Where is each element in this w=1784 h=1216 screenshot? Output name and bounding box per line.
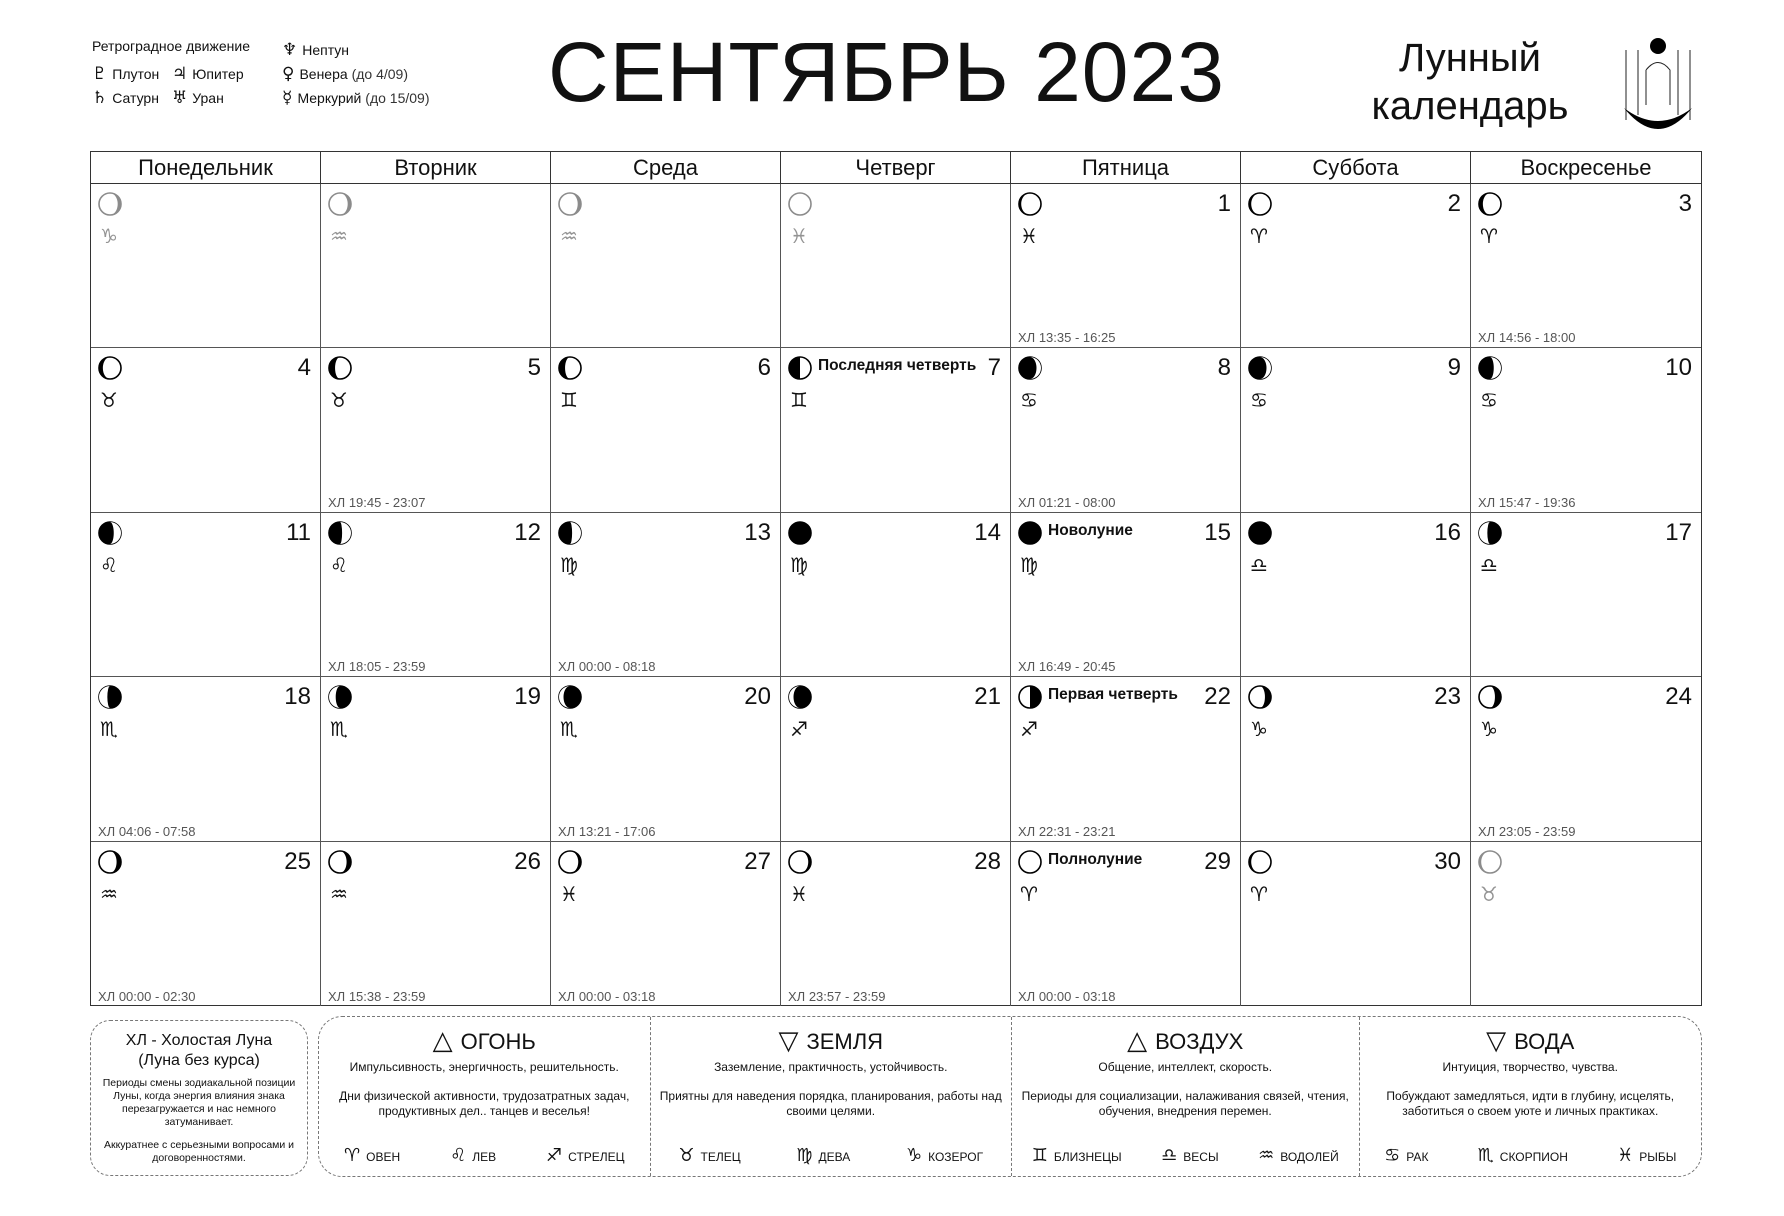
day-cell — [781, 677, 1011, 841]
moon-phase-icon — [787, 520, 813, 551]
zodiac-sign-icon: ♍ — [560, 552, 578, 577]
zodiac-sign-icon: ♓ — [790, 224, 808, 248]
legend-item — [282, 40, 349, 60]
day-number: 5 — [527, 354, 541, 382]
moon-phase-icon — [1477, 684, 1503, 715]
day-number: 20 — [744, 683, 771, 711]
element-advice: Дни физической активности, трудозатратных задач, продуктивных дел.. танцев и веселья! — [339, 1089, 630, 1118]
zodiac-sign-icon: ♎ — [1480, 552, 1498, 577]
zodiac-sign-icon: ♒ — [100, 881, 118, 906]
moon-phase-icon — [327, 355, 353, 386]
calendar-grid — [90, 151, 1702, 1006]
planet-name: Сатурн — [112, 90, 159, 106]
moon-phase-icon — [97, 520, 123, 551]
day-number: 2 — [1447, 190, 1461, 217]
planet-name: Нептун — [302, 42, 350, 58]
void-course-text: Периоды смены зодиакальной позиции Луны, когда энергия влияния знака перезагружается и нас немного затуманивает. — [102, 1077, 296, 1128]
element-sign — [1384, 1145, 1428, 1166]
day-cell — [1471, 184, 1701, 348]
element-description: Интуиция, творчество, чувства. — [1442, 1060, 1618, 1074]
day-number: 16 — [1434, 518, 1461, 546]
planet-name: Юпитер — [192, 66, 244, 82]
element-heading — [319, 1027, 650, 1056]
weekday-label: Четверг — [781, 152, 1011, 184]
legend-item — [282, 88, 429, 108]
zodiac-sign-icon: ♈ — [1250, 881, 1268, 906]
moon-phase-icon — [1247, 684, 1273, 715]
legend-item — [92, 88, 159, 108]
weekday-label: Пятница — [1011, 152, 1241, 184]
planet-glyph-icon: ♆ — [282, 40, 298, 60]
void-of-course-time: ХЛ 01:21 - 08:00 — [1018, 494, 1116, 510]
moon-logo-icon — [1618, 30, 1698, 140]
zodiac-sign-icon: ♒ — [330, 881, 348, 906]
element-sign — [450, 1145, 496, 1166]
legend-item — [92, 64, 159, 84]
zodiac-sign-name: КОЗЕРОГ — [928, 1150, 984, 1164]
day-number: 27 — [744, 847, 771, 875]
day-cell — [781, 184, 1011, 348]
moon-phase-icon — [1017, 191, 1043, 222]
element-signs — [1360, 1145, 1702, 1166]
day-cell — [1241, 184, 1471, 348]
retrograde-note: (до 15/09) — [365, 90, 430, 106]
day-number: 14 — [974, 518, 1001, 546]
zodiac-sign-icon: ♋ — [1384, 1145, 1401, 1166]
zodiac-sign-name: ЛЕВ — [472, 1150, 497, 1164]
zodiac-sign-icon: ♎ — [1161, 1145, 1178, 1166]
day-cell — [551, 513, 781, 677]
day-cell — [91, 184, 321, 348]
zodiac-sign-icon: ♓ — [1617, 1145, 1634, 1166]
element-sign — [546, 1145, 625, 1166]
subtitle-line-1: Лунный — [1399, 36, 1541, 80]
weekday-label: Воскресенье — [1520, 155, 1652, 180]
element-sign — [344, 1145, 400, 1166]
moon-phase-icon — [97, 355, 123, 386]
day-number: 30 — [1434, 847, 1461, 875]
day-number: 3 — [1678, 190, 1692, 217]
void-of-course-time: ХЛ 16:49 - 20:45 — [1018, 659, 1116, 675]
day-cell — [91, 348, 321, 512]
moon-phase-icon — [1247, 355, 1273, 386]
day-cell — [1471, 677, 1701, 841]
day-cell — [1011, 184, 1241, 348]
planet-name: Уран — [192, 90, 224, 106]
weekday-header-row — [91, 152, 1701, 184]
void-of-course-time: ХЛ 13:35 - 16:25 — [1018, 330, 1116, 346]
zodiac-sign-icon: ♍ — [790, 552, 808, 577]
zodiac-sign-name: СКОРПИОН — [1499, 1150, 1568, 1164]
weekday-label: Понедельник — [91, 152, 321, 184]
element-description: Заземление, практичность, устойчивость. — [714, 1060, 948, 1074]
day-cell — [551, 348, 781, 512]
day-number: 12 — [514, 518, 541, 546]
moon-phase-icon — [787, 684, 813, 715]
element-sign — [1032, 1145, 1122, 1166]
zodiac-sign-icon: ♋ — [1020, 388, 1038, 413]
void-of-course-time: ХЛ 23:05 - 23:59 — [1478, 823, 1576, 839]
zodiac-sign-name: ДЕВА — [818, 1150, 851, 1164]
day-number: 1 — [1217, 190, 1231, 217]
phase-label: Новолуние — [1048, 521, 1133, 539]
day-number: 26 — [514, 847, 541, 875]
void-of-course-time: ХЛ 23:57 - 23:59 — [788, 988, 886, 1004]
moon-phase-icon — [557, 355, 583, 386]
zodiac-sign-icon: ♈ — [1020, 881, 1038, 906]
day-cell — [1011, 842, 1241, 1006]
void-of-course-time: ХЛ 15:38 - 23:59 — [328, 988, 426, 1004]
day-number: 24 — [1665, 683, 1692, 711]
void-of-course-time: ХЛ 13:21 - 17:06 — [558, 823, 656, 839]
zodiac-sign-icon: ♉ — [100, 388, 118, 413]
planet-name: Плутон — [112, 66, 160, 82]
zodiac-sign-icon: ♈ — [1250, 224, 1268, 248]
element-signs — [1012, 1145, 1359, 1166]
void-of-course-time: ХЛ 00:00 - 08:18 — [558, 659, 656, 675]
element-triangle-icon: △ — [432, 1026, 453, 1056]
void-of-course-time: ХЛ 00:00 - 03:18 — [1018, 988, 1116, 1004]
phase-label: Полнолуние — [1048, 850, 1143, 868]
day-cell — [1241, 677, 1471, 841]
day-number: 17 — [1665, 518, 1692, 546]
element-column — [651, 1017, 1012, 1176]
day-number: 8 — [1217, 354, 1231, 382]
zodiac-sign-icon: ♐ — [546, 1145, 563, 1166]
zodiac-sign-icon: ♉ — [1480, 881, 1498, 906]
day-cell — [1241, 348, 1471, 512]
weekday-label: Суббота — [1241, 152, 1471, 184]
zodiac-sign-icon: ♓ — [790, 881, 808, 906]
days-grid — [91, 184, 1701, 1006]
zodiac-sign-icon: ♏ — [100, 717, 118, 742]
day-number: 10 — [1665, 354, 1692, 382]
moon-phase-icon — [97, 849, 123, 880]
zodiac-sign-icon: ♒ — [560, 224, 578, 248]
zodiac-sign-icon: ♈ — [1480, 224, 1498, 248]
day-number: 9 — [1447, 354, 1461, 382]
zodiac-sign-name: ВЕСЫ — [1183, 1150, 1219, 1164]
planet-glyph-icon: ♅ — [172, 88, 188, 108]
zodiac-sign-name: БЛИЗНЕЦЫ — [1053, 1150, 1122, 1164]
phase-label: Первая четверть — [1048, 686, 1178, 704]
void-of-course-time: ХЛ 14:56 - 18:00 — [1478, 330, 1576, 346]
day-number: 19 — [514, 683, 541, 711]
day-cell — [551, 184, 781, 348]
day-number: 11 — [286, 518, 311, 546]
void-of-course-time: ХЛ 00:00 - 02:30 — [98, 988, 196, 1004]
day-cell — [1471, 842, 1701, 1006]
element-name: ВОЗДУХ — [1155, 1029, 1244, 1054]
element-triangle-icon: ▽ — [778, 1026, 799, 1056]
moon-phase-icon — [1017, 849, 1043, 880]
zodiac-sign-icon: ♒ — [330, 224, 348, 248]
zodiac-sign-icon: ♒ — [1258, 1145, 1275, 1166]
void-of-course-time: ХЛ 22:31 - 23:21 — [1018, 823, 1116, 839]
day-cell — [1011, 513, 1241, 677]
element-sign — [1258, 1145, 1339, 1166]
day-number: 23 — [1434, 683, 1461, 711]
day-cell — [1241, 842, 1471, 1006]
day-cell — [321, 842, 551, 1006]
moon-phase-icon — [1017, 355, 1043, 386]
day-number: 28 — [974, 847, 1001, 875]
legend-item — [172, 88, 224, 108]
element-sign — [678, 1145, 740, 1166]
zodiac-sign-icon: ♍ — [796, 1145, 813, 1166]
zodiac-sign-icon: ♌ — [450, 1145, 467, 1166]
element-signs — [319, 1145, 650, 1166]
element-triangle-icon: ▽ — [1486, 1026, 1507, 1056]
planet-glyph-icon: ♄ — [92, 88, 108, 108]
element-column — [1360, 1017, 1702, 1176]
moon-phase-icon — [1017, 684, 1043, 715]
moon-phase-icon — [557, 520, 583, 551]
moon-phase-icon — [1477, 191, 1503, 222]
zodiac-sign-icon: ♌ — [100, 552, 118, 577]
subtitle-line-2: календарь — [1371, 84, 1569, 128]
element-name: ВОДА — [1514, 1029, 1575, 1054]
day-cell — [321, 513, 551, 677]
day-cell — [781, 348, 1011, 512]
day-cell — [1471, 348, 1701, 512]
planet-glyph-icon: ♃ — [172, 64, 188, 84]
element-sign — [1161, 1145, 1218, 1166]
planet-glyph-icon: ♇ — [92, 64, 108, 84]
element-name: ОГОНЬ — [460, 1029, 536, 1054]
element-description: Общение, интеллект, скорость. — [1098, 1060, 1273, 1074]
day-cell — [321, 677, 551, 841]
moon-phase-icon — [1477, 849, 1503, 880]
zodiac-sign-icon: ♏ — [330, 717, 348, 742]
day-cell — [1471, 513, 1701, 677]
zodiac-sign-icon: ♑ — [100, 224, 118, 248]
zodiac-sign-icon: ♋ — [1480, 388, 1498, 413]
zodiac-sign-icon: ♉ — [330, 388, 348, 413]
void-of-course-time: ХЛ 04:06 - 07:58 — [98, 823, 196, 839]
moon-phase-icon — [327, 191, 353, 222]
legend-item — [282, 64, 408, 84]
day-number: 6 — [757, 354, 771, 382]
moon-phase-icon — [97, 684, 123, 715]
elements-legend — [318, 1016, 1702, 1177]
void-course-advice: Аккуратнее с серьезными вопросами и договоренностями. — [103, 1139, 295, 1164]
zodiac-sign-icon: ♌ — [330, 552, 348, 577]
day-number: 15 — [1204, 518, 1231, 546]
element-description: Импульсивность, энергичность, решительность. — [349, 1060, 619, 1074]
page-title: СЕНТЯБРЬ 2023 — [548, 25, 1225, 119]
zodiac-sign-icon: ♓ — [1020, 224, 1038, 248]
moon-phase-icon — [1477, 520, 1503, 551]
void-of-course-time: ХЛ 00:00 - 03:18 — [558, 988, 656, 1004]
moon-phase-icon — [1247, 191, 1273, 222]
day-number: 7 — [987, 354, 1001, 382]
zodiac-sign-name: РЫБЫ — [1639, 1150, 1677, 1164]
planet-name: Венера — [299, 66, 348, 82]
moon-phase-icon — [327, 849, 353, 880]
element-advice: Приятны для наведения порядка, планирования, работы над своими целями. — [659, 1089, 1002, 1118]
moon-phase-icon — [327, 520, 353, 551]
legend-title: Ретроградное движение — [92, 38, 250, 54]
day-number: 22 — [1204, 683, 1231, 711]
moon-phase-icon — [787, 355, 813, 386]
day-cell — [1011, 677, 1241, 841]
moon-phase-icon — [557, 849, 583, 880]
element-heading — [1360, 1027, 1702, 1056]
planet-name: Меркурий — [297, 90, 362, 106]
zodiac-sign-icon: ♑ — [1250, 717, 1268, 742]
zodiac-sign-icon: ♏ — [1477, 1145, 1494, 1166]
day-cell — [321, 348, 551, 512]
moon-phase-icon — [1247, 849, 1273, 880]
moon-phase-icon — [1477, 355, 1503, 386]
element-advice: Периоды для социализации, налаживания связей, чтения, обучения, внедрения перемен. — [1021, 1089, 1349, 1118]
zodiac-sign-icon: ♏ — [560, 717, 578, 742]
moon-phase-icon — [787, 849, 813, 880]
element-sign — [1478, 1145, 1568, 1166]
day-cell — [91, 842, 321, 1006]
day-number: 29 — [1204, 847, 1231, 875]
void-of-course-time: ХЛ 15:47 - 19:36 — [1478, 494, 1576, 510]
zodiac-sign-name: ТЕЛЕЦ — [700, 1150, 741, 1164]
zodiac-sign-icon: ♑ — [905, 1145, 923, 1166]
phase-label: Последняя четверть — [818, 357, 977, 375]
weekday-label: Вторник — [321, 152, 551, 184]
day-number: 25 — [284, 847, 311, 875]
weekday-label: Среда — [551, 152, 781, 184]
zodiac-sign-icon: ♐ — [1020, 717, 1038, 742]
moon-phase-icon — [97, 191, 123, 222]
retrograde-legend — [92, 38, 512, 128]
element-column — [319, 1017, 651, 1176]
moon-phase-icon — [1247, 520, 1273, 551]
day-number: 13 — [744, 518, 771, 546]
day-cell — [91, 677, 321, 841]
zodiac-sign-name: ВОДОЛЕЙ — [1280, 1150, 1339, 1164]
moon-phase-icon — [557, 191, 583, 222]
day-cell — [551, 677, 781, 841]
element-heading — [1012, 1027, 1359, 1056]
element-heading — [651, 1027, 1011, 1056]
zodiac-sign-icon: ♐ — [790, 717, 808, 742]
void-of-course-time: ХЛ 19:45 - 23:07 — [328, 494, 426, 510]
zodiac-sign-icon: ♓ — [560, 881, 578, 906]
day-number: 4 — [297, 354, 311, 382]
zodiac-sign-icon: ♑ — [1480, 717, 1498, 742]
zodiac-sign-icon: ♊ — [1031, 1145, 1048, 1166]
retrograde-note: (до 4/09) — [351, 66, 408, 82]
element-signs — [651, 1145, 1011, 1166]
void-of-course-time: ХЛ 18:05 - 23:59 — [328, 659, 426, 675]
day-cell — [781, 513, 1011, 677]
moon-phase-icon — [327, 684, 353, 715]
moon-phase-icon — [787, 191, 813, 222]
day-cell — [1241, 513, 1471, 677]
zodiac-sign-icon: ♉ — [678, 1145, 695, 1166]
element-triangle-icon: △ — [1127, 1026, 1148, 1056]
void-course-subtitle: (Луна без курса) — [138, 1052, 260, 1069]
void-course-title: ХЛ - Холостая Луна — [125, 1032, 273, 1049]
day-cell — [551, 842, 781, 1006]
element-advice: Побуждают замедляться, идти в глубину, исцелять, заботиться о своем уюте и личных практиках. — [1386, 1089, 1675, 1118]
page-subtitle — [1340, 34, 1600, 130]
day-cell — [1011, 348, 1241, 512]
moon-phase-icon — [1017, 520, 1043, 551]
zodiac-sign-icon: ♍ — [1020, 552, 1038, 577]
day-number: 21 — [974, 683, 1001, 711]
zodiac-sign-icon: ♊ — [560, 388, 578, 413]
zodiac-sign-icon: ♊ — [790, 388, 808, 413]
element-sign — [1617, 1145, 1676, 1166]
zodiac-sign-name: ОВЕН — [366, 1150, 401, 1164]
planet-glyph-icon: ♀ — [282, 64, 295, 84]
element-sign — [796, 1145, 850, 1166]
legend-item — [172, 64, 244, 84]
moon-phase-icon — [557, 684, 583, 715]
zodiac-sign-name: РАК — [1406, 1150, 1429, 1164]
zodiac-sign-icon: ♋ — [1250, 388, 1268, 413]
planet-glyph-icon: ☿ — [282, 88, 293, 108]
zodiac-sign-name: СТРЕЛЕЦ — [568, 1150, 625, 1164]
zodiac-sign-icon: ♈ — [343, 1145, 361, 1166]
element-column — [1012, 1017, 1360, 1176]
day-cell — [781, 842, 1011, 1006]
element-sign — [906, 1145, 983, 1166]
zodiac-sign-icon: ♎ — [1250, 552, 1268, 577]
day-number: 18 — [284, 683, 311, 711]
day-cell — [321, 184, 551, 348]
void-course-legend — [90, 1020, 308, 1176]
element-name: ЗЕМЛЯ — [806, 1029, 884, 1054]
day-cell — [91, 513, 321, 677]
